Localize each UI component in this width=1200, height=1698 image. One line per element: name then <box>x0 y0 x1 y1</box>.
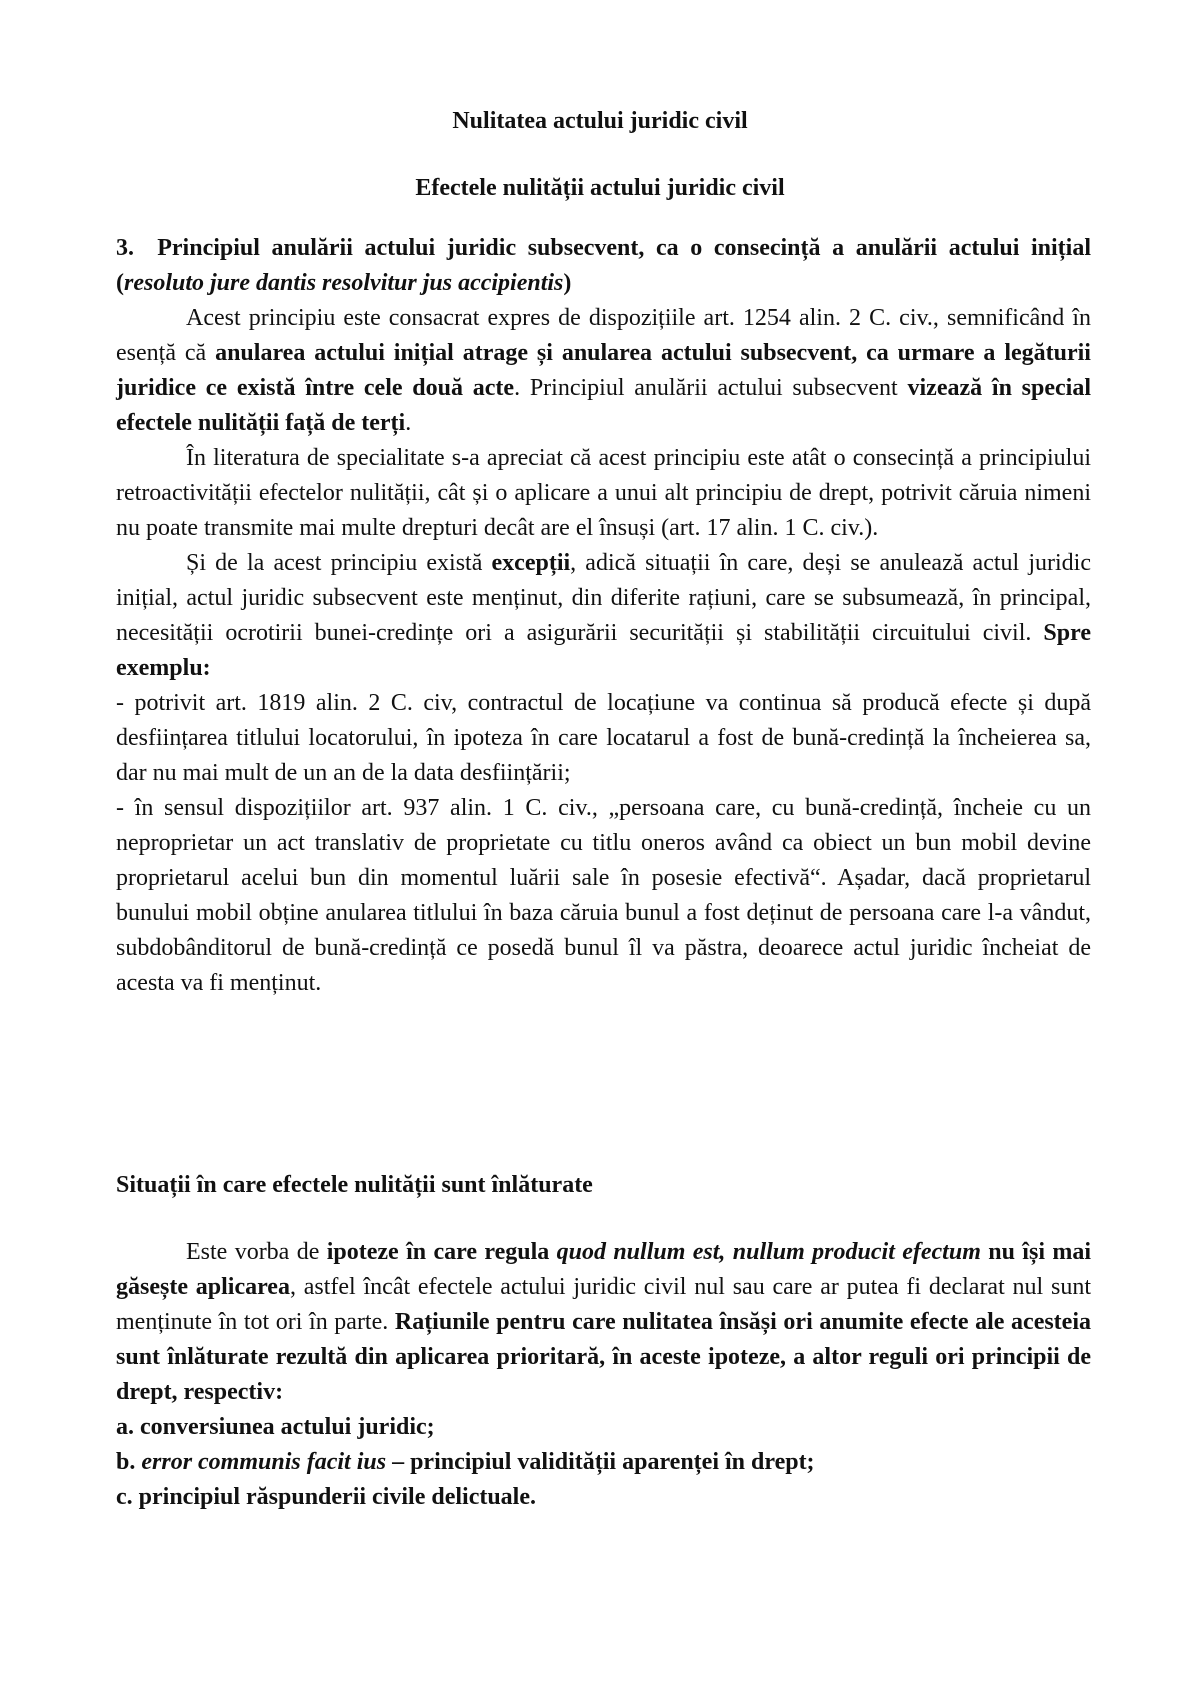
list-item-a: a. conversiunea actului juridic; <box>116 1414 435 1440</box>
section-3 <box>116 231 1091 1001</box>
paragraph-2: În literatura de specialitate s-a apreciat că acest principiu este atât o consecință a principiului retroactivității efectelor nulității, cât și o aplicare a unui alt principiu de drept, potrivit căruia nimeni nu poate transmite mai multe drepturi decât are el însuși (art. 17 alin. 1 C. civ.). <box>116 445 1091 541</box>
section-heading-situations: Situații în care efectele nulității sunt înlăturate <box>116 1172 593 1198</box>
page-title: Nulitatea actului juridic civil <box>452 108 748 134</box>
paragraph-4: Este vorba de ipoteze în care regula quod nullum est, nullum producit efectum nu își mai găsește aplicarea, astfel încât efectele actului juridic civil nul sau care ar putea fi declarat nul sunt menținute în tot ori în parte. Rațiunile pentru care nulitatea însăși ori anumite efecte ale acesteia sunt înlăturate rezultă din aplicarea prioritară, în aceste ipoteze, a altor reguli ori principii de drept, respectiv: <box>116 1239 1092 1405</box>
list-item-c: c. principiul răspunderii civile delictuale. <box>116 1484 536 1510</box>
example-2: - în sensul dispozițiilor art. 937 alin. 1 C. civ., „persoana care, cu bună-credință, încheie cu un neproprietar un act translativ de proprietate cu titlu oneros având ca obiect un bun mobil devine proprietarul acelui bun din momentul luării sale în posesie efectivă“. Așadar, dacă proprietarul bunului mobil obține anularea titlului în baza căruia bunul a fost deținut de persoana care l-a vândut, subdobânditorul de bună-credință ce posedă bunul îl va păstra, deoarece actul juridic încheiat de acesta va fi menținut. <box>116 795 1091 996</box>
latin-maxim: resoluto jure dantis resolvitur jus accipientis <box>124 270 564 296</box>
paragraph-1: Acest principiu este consacrat expres de dispozițiile art. 1254 alin. 2 C. civ., semnificând în esență că anularea actului inițial atrage și anularea actului subsecvent, ca urmare a legăturii juridice ce există între cele două acte. Principiul anulării actului subsecvent vizează în special efectele nulității față de terți. <box>116 305 1092 436</box>
example-1: - potrivit art. 1819 alin. 2 C. civ, contractul de locațiune va continua să producă efecte și după desființarea titlului locatorului, în ipoteza în care locatarul a fost de bună-credință la încheierea sa, dar nu mai mult de un an de la data desființării; <box>116 690 1091 786</box>
section-situations <box>116 1235 1091 1515</box>
paragraph-3: Și de la acest principiu există excepții, adică situații în care, deși se anulează actul juridic inițial, actul juridic subsecvent este menținut, din diferite rațiuni, care se subsumează, în principal, necesității ocrotirii bunei-credințe ori a asigurării securității și stabilității circuitului civil. Spre exemplu: <box>116 550 1091 681</box>
section-3-heading: 3. Principiul anulării actului juridic subsecvent, ca o consecință a anulării actului inițial (resoluto jure dantis resolvitur jus accipientis) <box>116 235 1092 296</box>
list-item-b: b. error communis facit ius – principiul validității aparenței în drept; <box>116 1449 815 1475</box>
page-subtitle: Efectele nulității actului juridic civil <box>415 175 785 201</box>
